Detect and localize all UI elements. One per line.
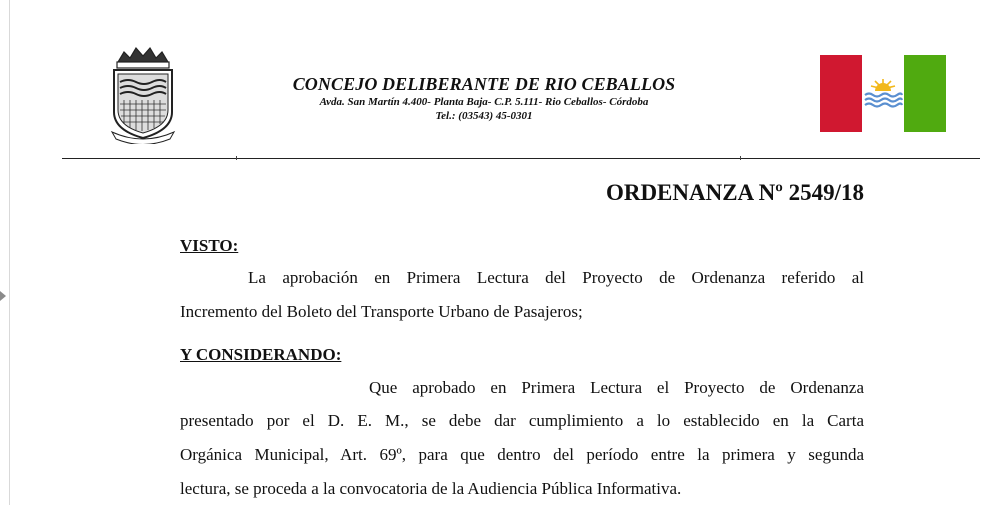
- expand-arrow-icon[interactable]: [0, 291, 6, 301]
- visto-paragraph-line: Incremento del Boleto del Transporte Urbano de Pasajeros;: [180, 302, 583, 321]
- considerando-paragraph-line: Que aprobado en Primera Lectura el Proyecto de Ordenanza: [369, 378, 864, 397]
- considerando-paragraph-line: lectura, se proceda a la convocatoria de la Audiencia Pública Informativa.: [180, 479, 682, 498]
- ordinance-title: ORDENANZA Nº 2549/18: [605, 180, 864, 205]
- considerando-paragraph-line: presentado por el D. E. M., se debe dar cumplimiento a lo establecido en la Carta: [180, 411, 864, 430]
- considerando-heading: Y CONSIDERANDO:: [180, 345, 342, 364]
- council-address: Avda. San Martín 4.400- Planta Baja- C.P. 5.111- Rio Ceballos- Córdoba: [319, 96, 649, 108]
- ruler-marker: [236, 156, 237, 160]
- council-phone: Tel.: (03543) 45-0301: [435, 110, 533, 122]
- coat-of-arms-icon: [110, 42, 176, 144]
- ruler-marker: [740, 156, 741, 160]
- considerando-paragraph-line: Orgánica Municipal, Art. 69º, para que dentro del período entre la primera y segunda: [180, 445, 864, 464]
- council-name: CONCEJO DELIBERANTE DE RIO CEBALLOS: [292, 74, 676, 94]
- viewer-left-border: [9, 0, 10, 505]
- header-divider: [62, 158, 980, 159]
- visto-paragraph-line: La aprobación en Primera Lectura del Proyecto de Ordenanza referido al: [248, 268, 864, 287]
- city-flag-icon: [820, 55, 946, 132]
- visto-heading: VISTO:: [180, 236, 239, 255]
